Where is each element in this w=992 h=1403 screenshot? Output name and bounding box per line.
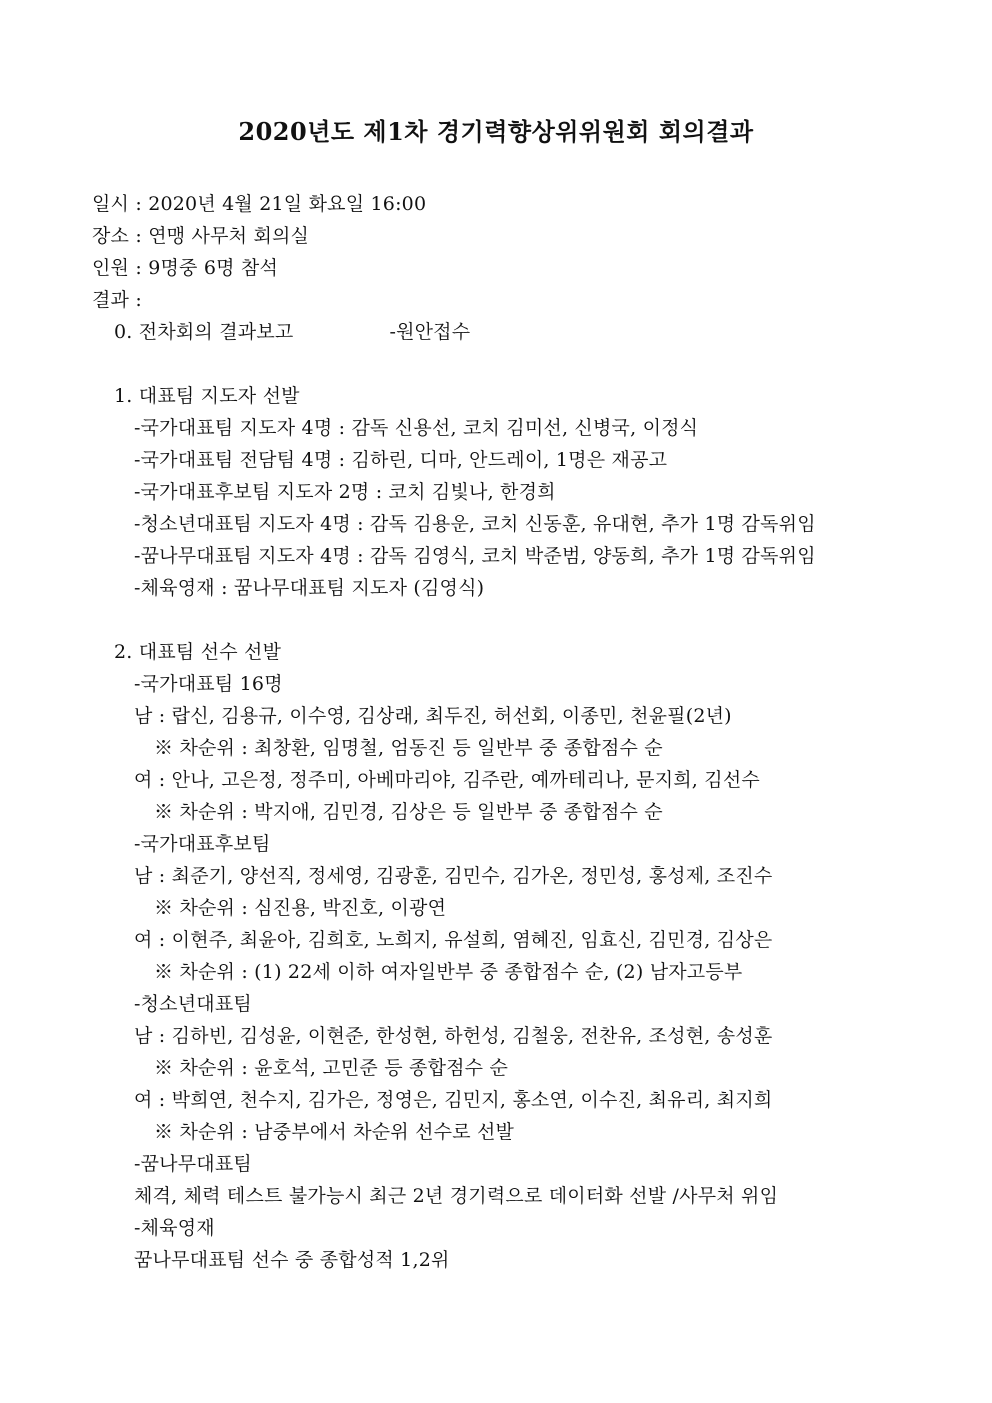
youth-team-men: 남 : 김하빈, 김성윤, 이현준, 한성현, 하헌성, 김철웅, 전찬유, 조성현, 송성훈 [134, 1025, 773, 1047]
gifted-text: 꿈나무대표팀 선수 중 종합성적 1,2위 [134, 1249, 450, 1271]
coach-youth: -청소년대표팀 지도자 4명 : 감독 김용운, 코치 신동훈, 유대현, 추가 1명 감독위임 [134, 513, 816, 535]
dream-team-text: 체격, 체력 테스트 불가능시 최근 2년 경기력으로 데이터화 선발 /사무처 위임 [134, 1185, 779, 1207]
youth-team-women-next: ※ 차순위 : 남중부에서 차순위 선수로 선발 [154, 1121, 515, 1143]
coach-gifted: -체육영재 : 꿈나무대표팀 지도자 (김영식) [134, 577, 485, 599]
youth-team-men-next: ※ 차순위 : 윤호석, 고민준 등 종합점수 순 [154, 1057, 509, 1079]
gifted-label: -체육영재 [134, 1217, 215, 1239]
youth-team-women: 여 : 박희연, 천수지, 김가은, 정영은, 김민지, 홍소연, 이수진, 최유리, 최지희 [134, 1089, 773, 1111]
dream-team-label: -꿈나무대표팀 [134, 1153, 252, 1175]
candidate-team-men-next: ※ 차순위 : 심진용, 박진호, 이광연 [154, 897, 447, 919]
item0-label: 0. 전차회의 결과보고 [114, 321, 294, 343]
coach-candidate: -국가대표후보팀 지도자 2명 : 코치 김빛나, 한경희 [134, 481, 556, 503]
national-team-men-next: ※ 차순위 : 최창환, 임명철, 엄동진 등 일반부 중 종합점수 순 [154, 737, 663, 759]
national-team-women: 여 : 안나, 고은정, 정주미, 아베마리야, 김주란, 예까테리나, 문지희, 김선수 [134, 769, 760, 791]
youth-team-label: -청소년대표팀 [134, 993, 252, 1015]
national-team-men: 남 : 랍신, 김용규, 이수영, 김상래, 최두진, 허선회, 이종민, 천윤필(2년) [134, 705, 732, 727]
meeting-attendees: 인원 : 9명중 6명 참석 [92, 257, 279, 279]
meeting-result-label: 결과 : [92, 289, 142, 311]
meeting-date: 일시 : 2020년 4월 21일 화요일 16:00 [92, 193, 427, 215]
candidate-team-label: -국가대표후보팀 [134, 833, 271, 855]
candidate-team-women-next: ※ 차순위 : (1) 22세 이하 여자일반부 중 종합점수 순, (2) 남자고등부 [154, 961, 743, 983]
candidate-team-men: 남 : 최준기, 양선직, 정세영, 김광훈, 김민수, 김가온, 정민성, 홍성제, 조진수 [134, 865, 773, 887]
document-title: 2020년도 제1차 경기력향상위위원회 회의결과 [238, 117, 754, 146]
item0-line [114, 318, 470, 346]
item0-note: -원안접수 [389, 321, 471, 343]
candidate-team-women: 여 : 이현주, 최윤아, 김희호, 노희지, 유설희, 염혜진, 임효신, 김민경, 김상은 [134, 929, 773, 951]
item1-heading: 1. 대표팀 지도자 선발 [114, 385, 300, 407]
national-team-women-next: ※ 차순위 : 박지애, 김민경, 김상은 등 일반부 중 종합점수 순 [154, 801, 663, 823]
coach-national: -국가대표팀 지도자 4명 : 감독 신용선, 코치 김미선, 신병국, 이정식 [134, 417, 699, 439]
meeting-place: 장소 : 연맹 사무처 회의실 [92, 225, 310, 247]
national-team-label: -국가대표팀 16명 [134, 673, 283, 695]
coach-national-dedicated: -국가대표팀 전담팀 4명 : 김하린, 디마, 안드레이, 1명은 재공고 [134, 449, 668, 471]
coach-dream: -꿈나무대표팀 지도자 4명 : 감독 김영식, 코치 박준범, 양동희, 추가 1명 감독위임 [134, 545, 816, 567]
item2-heading: 2. 대표팀 선수 선발 [114, 641, 282, 663]
